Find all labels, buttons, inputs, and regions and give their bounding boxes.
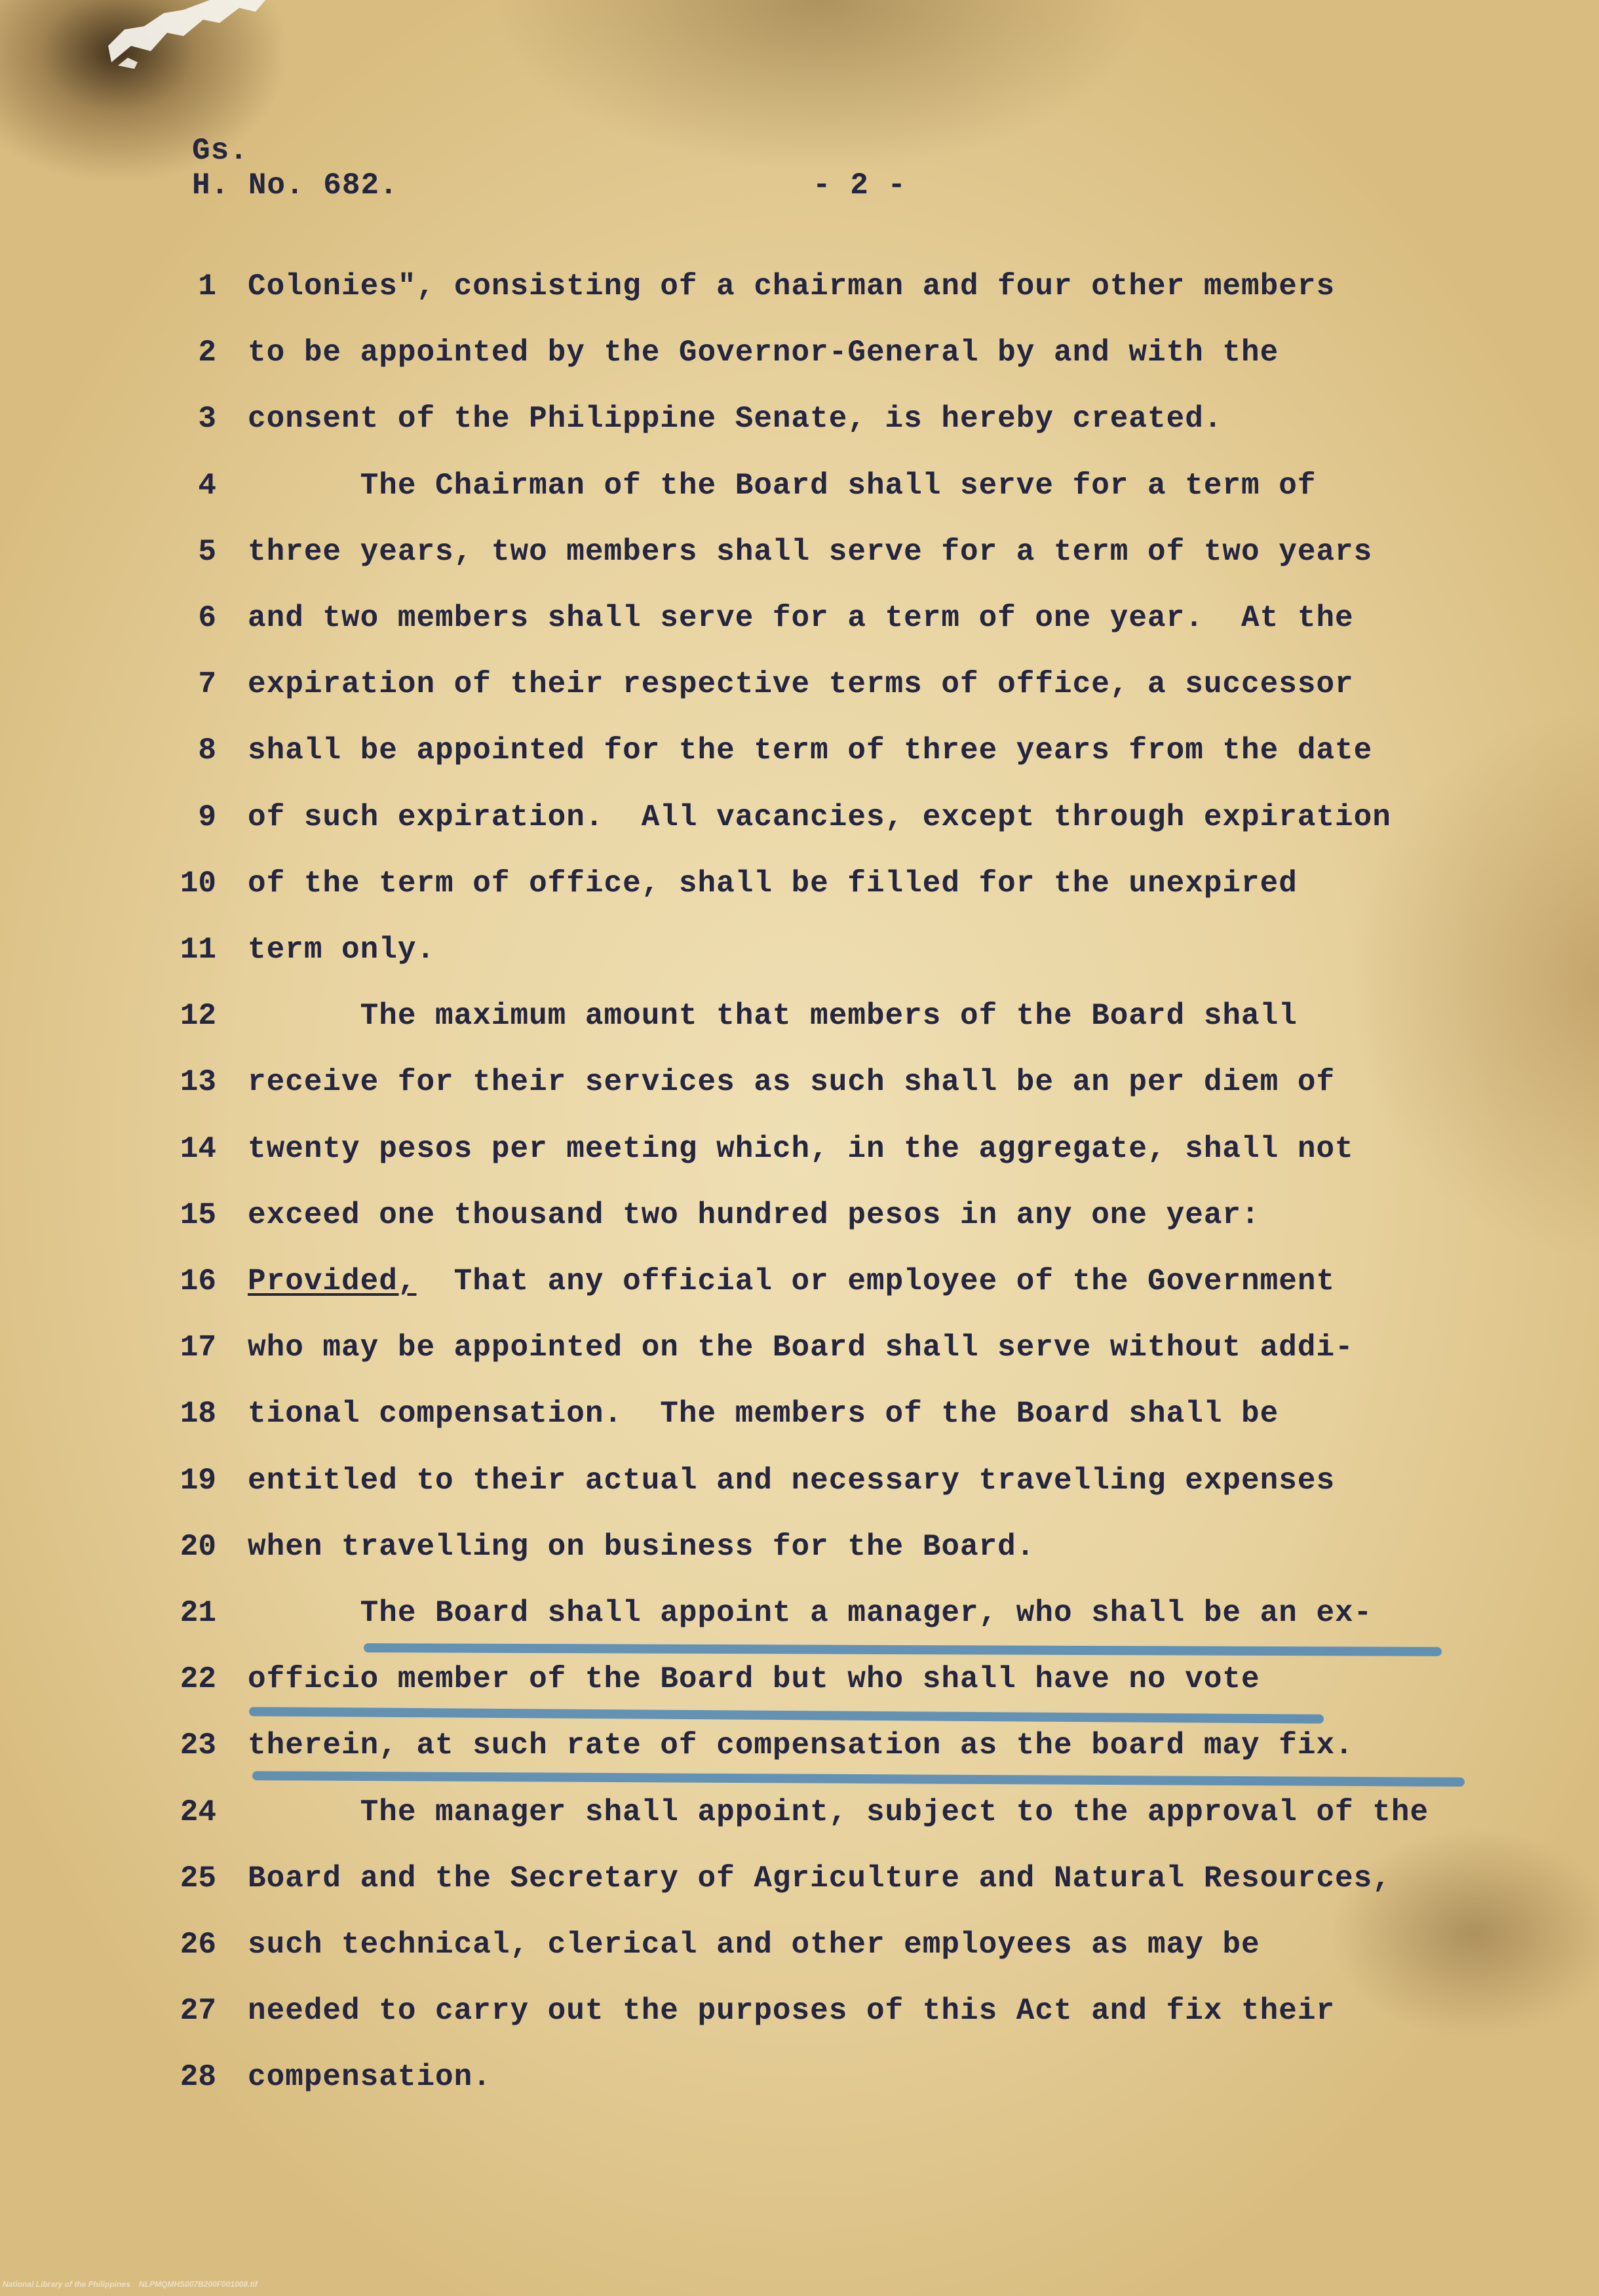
line-text: exceed one thousand two hundred pesos in any one year: [248,1198,1260,1232]
line-text: officio member of the Board but who shall have no vote [248,1662,1260,1696]
line-text: therein, at such rate of compensation as the board may fix. [248,1728,1354,1762]
line-text: of the term of office, shall be filled for the unexpired [248,866,1298,901]
line-number: 6 [198,601,216,635]
pencil-mark-line-22 [249,1707,1324,1723]
line-number: 26 [180,1928,216,1962]
line-number: 20 [180,1530,216,1564]
line-text: needed to carry out the purposes of this Act and fix their [248,1994,1336,2028]
page-number: - 2 - [813,168,907,203]
line-text: such technical, clerical and other employees as may be [248,1928,1260,1962]
line-text: The Chairman of the Board shall serve for a term of [248,469,1317,503]
line-number: 16 [180,1264,216,1298]
line-number: 22 [180,1662,216,1696]
line-number: 3 [198,402,216,436]
line-text: The Board shall appoint a manager, who shall be an ex- [248,1596,1373,1630]
line-number: 13 [180,1065,216,1099]
line-text: term only. [248,933,436,967]
line-text: The maximum amount that members of the Board shall [248,999,1298,1033]
line-text: and two members shall serve for a term of one year. At the [248,601,1354,635]
line-text: when travelling on business for the Board. [248,1530,1035,1564]
line-text: tional compensation. The members of the Board shall be [248,1397,1279,1431]
torn-corner-damage [105,0,269,72]
line-number: 12 [180,999,216,1033]
line-text: Colonies", consisting of a chairman and four other members [248,269,1336,303]
line-text: receive for their services as such shall be an per diem of [248,1065,1336,1099]
line-text-rest: That any official or employee of the Government [416,1264,1336,1298]
line-number: 7 [198,667,216,701]
line-number: 5 [198,535,216,569]
line-number: 4 [198,469,216,503]
line-text: of such expiration. All vacancies, except through expiration [248,800,1391,834]
line-text: Board and the Secretary of Agriculture and Natural Resources, [248,1861,1391,1896]
line-number: 15 [180,1198,216,1232]
archive-credit: National Library of the Philippines NLPMQMHS007B200F001008.tif [3,2280,258,2289]
line-number: 28 [180,2060,216,2094]
typist-initials: Gs. [192,134,248,168]
line-text: expiration of their respective terms of office, a successor [248,667,1354,701]
bill-number: H. No. 682. [192,168,398,203]
line-text: to be appointed by the Governor-General by and with the [248,336,1279,370]
line-number: 24 [180,1795,216,1829]
line-number: 14 [180,1132,216,1166]
line-number: 17 [180,1331,216,1365]
line-text: shall be appointed for the term of three years from the date [248,733,1373,768]
line-number: 1 [198,269,216,303]
line-number: 10 [180,866,216,901]
line-number: 23 [180,1728,216,1762]
line-text: consent of the Philippine Senate, is hereby created. [248,402,1223,436]
line-number: 8 [198,733,216,768]
line-number: 2 [198,336,216,370]
line-number: 21 [180,1596,216,1630]
line-text: compensation. [248,2060,491,2094]
line-text [248,1265,1335,1298]
line-number: 11 [180,933,216,967]
pencil-mark-line-21 [364,1643,1442,1656]
line-number: 18 [180,1397,216,1431]
line-text: twenty pesos per meeting which, in the aggregate, shall not [248,1132,1354,1166]
line-text: who may be appointed on the Board shall serve without addi- [248,1331,1354,1365]
line-text: three years, two members shall serve for a term of two years [248,535,1373,569]
line-text: entitled to their actual and necessary travelling expenses [248,1464,1336,1498]
line-number: 19 [180,1464,216,1498]
line-text: The manager shall appoint, subject to the approval of the [248,1795,1429,1829]
line-number: 25 [180,1861,216,1896]
line-number: 9 [198,800,216,834]
pencil-mark-line-23 [252,1771,1465,1787]
line-number: 27 [180,1994,216,2028]
proviso-keyword: Provided, [248,1264,417,1298]
